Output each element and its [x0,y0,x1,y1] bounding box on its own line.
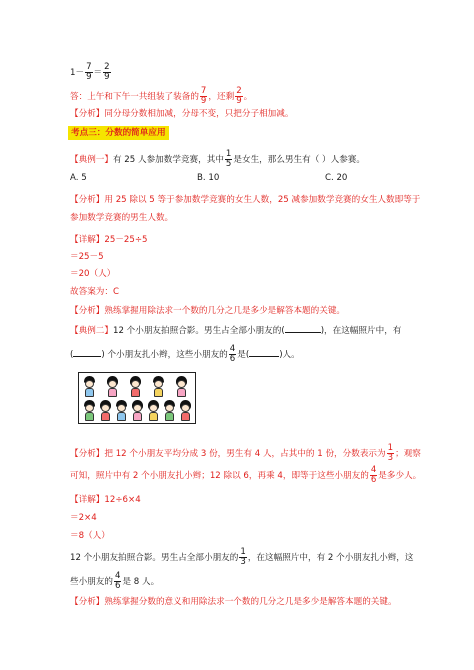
example-one-step: ＝20（人） [70,269,116,279]
child-figure [175,376,188,398]
example-one-step: ＝25－5 [70,252,104,262]
fraction: $\frac{1}{3}$ [387,443,394,463]
fraction: $\frac{7}{9}$ [86,62,92,82]
eq-prefix: 1－ [70,68,85,78]
option-a: A. 5 [70,173,87,183]
example-two-question-cont: ( ) 个小朋友扎小辫，这些小朋友的 $\frac{4}{6}$ 是( )人。 [70,344,300,364]
fraction: $\frac{1}{5}$ [225,149,232,169]
child-figure [152,376,165,398]
example-one-choice: 故答案为：C [70,287,119,297]
equation-line: 1－ $\frac{7}{9}$ ＝ $\frac{2}{9}$ [70,62,110,82]
children-photo [78,372,196,424]
answer-blank[interactable] [285,324,321,333]
option-b: B. 10 [197,173,220,183]
example-two-result: 12 个小朋友拍照合影。男生占全部小朋友的 $\frac{1}{3}$ ，在这幅照片中，有 2 个小朋友扎小辫，这 [70,547,414,567]
example-one-summary: 【分析】熟练掌握用除法求一个数的几分之几是多少是解答本题的关键。 [70,306,346,316]
example-two-result-cont: 些小朋友的 $\frac{4}{6}$ 是 8 人。 [70,571,160,591]
child-figure [106,376,119,398]
example-one-detail: 【详解】25－25÷5 [70,235,148,245]
example-two-question: 【典例二】12 个小朋友拍照合影。男生占全部小朋友的( )，在这幅照片中，有 [70,326,402,336]
child-figure [83,400,96,422]
answer-blank[interactable] [249,348,279,357]
child-figure [99,400,112,422]
fraction: $\frac{2}{9}$ [236,86,242,106]
child-figure [147,400,160,422]
child-figure [131,400,144,422]
child-figure [115,400,128,422]
example-two-analysis-cont: 可知，照片中有 2 个小朋友扎小辫；12 除以 6，再乘 4，即等于这些小朋友的 $\frac{4}{6}$ 是多少人。 [70,465,422,485]
example-two-summary: 【分析】熟练掌握分数的意义和用除法求一个数的几分之几是多少是解答本题的关键。 [70,597,397,607]
answer-line: 答：上午和下午一共组装了装备的 $\frac{7}{9}$ ，还剩 $\frac{2}{9}$ 。 [70,86,253,106]
fraction: $\frac{1}{3}$ [240,547,246,567]
child-figure [179,400,192,422]
example-two-detail: 【详解】12÷6×4 [70,495,141,505]
fraction: $\frac{2}{9}$ [104,62,110,82]
child-figure [83,376,96,398]
answer-blank[interactable] [73,348,101,357]
example-two-step: ＝8（人） [70,531,110,541]
analysis-line: 【分析】同分母分数相加减，分母不变，只把分子相加减。 [70,109,294,119]
example-two-step: ＝2×4 [70,513,97,523]
example-one-analysis-cont: 参加数学竞赛的男生人数。 [70,213,174,223]
option-c: C. 20 [325,173,348,183]
fraction: $\frac{7}{9}$ [200,86,207,106]
child-figure [129,376,142,398]
fraction: $\frac{4}{6}$ [229,344,236,364]
example-one-analysis: 【分析】用 25 除以 5 等于参加数学竞赛的女生人数，25 减参加数学竞赛的女生人数即等于 [70,195,421,205]
example-one-question: 【典例一】有 25 人参加数学竞赛，其中 $\frac{1}{5}$ 是女生，那么男生有（ ）人参赛。 [70,149,366,169]
example-two-analysis: 【分析】把 12 个小朋友平均分成 3 份，男生有 4 人，占其中的 1 份，分数表示为 $\frac{1}{3}$ ；观察 [70,443,421,463]
fraction: $\frac{4}{6}$ [370,465,377,485]
child-figure [163,400,176,422]
fraction: $\frac{4}{6}$ [114,571,121,591]
section-title: 考点三：分数的简单应用 [68,126,169,140]
